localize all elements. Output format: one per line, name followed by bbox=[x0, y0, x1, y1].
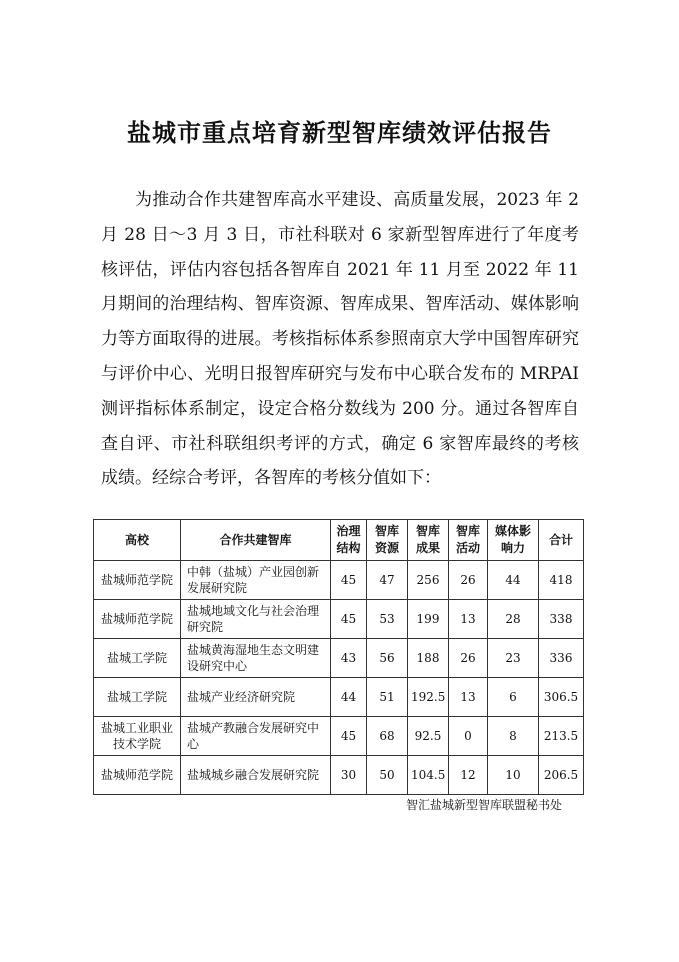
table-header-row bbox=[94, 520, 584, 561]
cell-resources: 50 bbox=[367, 756, 408, 795]
table-row bbox=[94, 561, 584, 600]
cell-institute: 中韩（盐城）产业园创新发展研究院 bbox=[181, 561, 331, 600]
cell-governance: 45 bbox=[331, 717, 367, 756]
cell-resources: 47 bbox=[367, 561, 408, 600]
cell-activities: 26 bbox=[449, 561, 488, 600]
table-row bbox=[94, 600, 584, 639]
cell-total: 418 bbox=[539, 561, 584, 600]
cell-outputs: 192.5 bbox=[408, 678, 449, 717]
cell-institute: 盐城黄海湿地生态文明建设研究中心 bbox=[181, 639, 331, 678]
cell-school: 盐城工学院 bbox=[94, 678, 181, 717]
cell-outputs: 92.5 bbox=[408, 717, 449, 756]
cell-institute: 盐城地域文化与社会治理研究院 bbox=[181, 600, 331, 639]
cell-school: 盐城师范学院 bbox=[94, 561, 181, 600]
cell-institute: 盐城城乡融合发展研究院 bbox=[181, 756, 331, 795]
cell-governance: 45 bbox=[331, 600, 367, 639]
cell-media: 8 bbox=[488, 717, 539, 756]
cell-activities: 13 bbox=[449, 600, 488, 639]
cell-institute: 盐城产业经济研究院 bbox=[181, 678, 331, 717]
cell-media: 6 bbox=[488, 678, 539, 717]
intro-paragraph bbox=[101, 183, 579, 496]
cell-media: 23 bbox=[488, 639, 539, 678]
table-row bbox=[94, 678, 584, 717]
cell-resources: 51 bbox=[367, 678, 408, 717]
header-media: 媒体影响力 bbox=[488, 520, 539, 561]
cell-resources: 56 bbox=[367, 639, 408, 678]
header-outputs: 智库成果 bbox=[408, 520, 449, 561]
cell-resources: 68 bbox=[367, 717, 408, 756]
intro-text: 为推动合作共建智库高水平建设、高质量发展，2023 年 2 月 28 日～3 月 3 日，市社科联对 6 家新型智库进行了年度考核评估，评估内容包括各智库自 2021 年 11 月至 2022 年 11 月期间的治理结构、智库资源、智库成果、智库活动、媒体影响力等方面取得的进展。考核指标体系参照南京大学中国智库研究与评价中心、光明日报智库研究与发布中心联合发布的 MRPAI 测评指标体系制定，设定合格分数线为 200 分。通过各智库自查自评、市社科联组织考评的方式，确定 6 家智库最终的考核成绩。经综合考评，各智库的考核分值如下： bbox=[101, 190, 579, 489]
cell-total: 213.5 bbox=[539, 717, 584, 756]
footer-signature: 智汇盐城新型智库联盟秘书处 bbox=[405, 798, 562, 812]
table-row bbox=[94, 756, 584, 795]
cell-outputs: 199 bbox=[408, 600, 449, 639]
cell-activities: 26 bbox=[449, 639, 488, 678]
header-resources: 智库资源 bbox=[367, 520, 408, 561]
cell-governance: 45 bbox=[331, 561, 367, 600]
cell-activities: 0 bbox=[449, 717, 488, 756]
cell-total: 336 bbox=[539, 639, 584, 678]
score-table bbox=[93, 519, 584, 795]
header-institute: 合作共建智库 bbox=[181, 520, 331, 561]
cell-school: 盐城师范学院 bbox=[94, 600, 181, 639]
header-governance: 治理结构 bbox=[331, 520, 367, 561]
cell-total: 206.5 bbox=[539, 756, 584, 795]
cell-total: 338 bbox=[539, 600, 584, 639]
cell-outputs: 104.5 bbox=[408, 756, 449, 795]
table-row bbox=[94, 639, 584, 678]
header-school: 高校 bbox=[94, 520, 181, 561]
cell-activities: 12 bbox=[449, 756, 488, 795]
cell-institute: 盐城产教融合发展研究中心 bbox=[181, 717, 331, 756]
cell-media: 10 bbox=[488, 756, 539, 795]
cell-activities: 13 bbox=[449, 678, 488, 717]
report-title: 盐城市重点培育新型智库绩效评估报告 bbox=[127, 118, 552, 147]
cell-school: 盐城师范学院 bbox=[94, 756, 181, 795]
cell-resources: 53 bbox=[367, 600, 408, 639]
cell-governance: 44 bbox=[331, 678, 367, 717]
cell-school: 盐城工学院 bbox=[94, 639, 181, 678]
header-activities: 智库活动 bbox=[449, 520, 488, 561]
cell-media: 44 bbox=[488, 561, 539, 600]
cell-school: 盐城工业职业技术学院 bbox=[94, 717, 181, 756]
cell-governance: 30 bbox=[331, 756, 367, 795]
table-row bbox=[94, 717, 584, 756]
cell-outputs: 188 bbox=[408, 639, 449, 678]
cell-total: 306.5 bbox=[539, 678, 584, 717]
cell-outputs: 256 bbox=[408, 561, 449, 600]
cell-governance: 43 bbox=[331, 639, 367, 678]
header-total: 合计 bbox=[539, 520, 584, 561]
cell-media: 28 bbox=[488, 600, 539, 639]
